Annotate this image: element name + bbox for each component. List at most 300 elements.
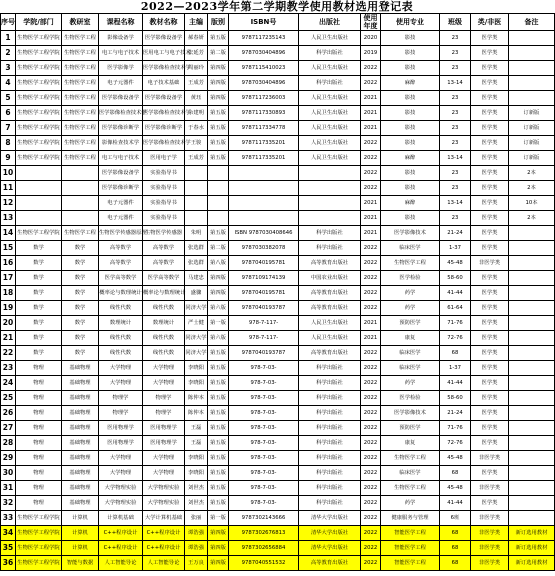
table-cell: 医学类 <box>471 391 509 406</box>
table-cell: 8 <box>1 136 16 151</box>
table-cell: 王成芳 <box>185 151 208 166</box>
table-cell: 非医学类 <box>471 541 509 556</box>
table-cell: 科学出版社 <box>299 451 361 466</box>
table-cell: 医学检验 <box>381 391 440 406</box>
table-cell: 科学出版社 <box>299 391 361 406</box>
table-cell: 概率论与数理统计 <box>143 286 185 301</box>
table-cell: 第四版 <box>208 556 229 571</box>
table-cell: 2022 <box>361 151 381 166</box>
table-cell: 2022 <box>361 481 381 496</box>
table-cell <box>509 226 555 241</box>
table-cell: 数学 <box>16 316 62 331</box>
table-cell: 基础物理 <box>62 451 99 466</box>
table-cell: 张选群 <box>185 241 208 256</box>
table-cell: 生物医学工程学院 <box>16 106 62 121</box>
table-cell: 2022 <box>361 541 381 556</box>
table-cell: 2019 <box>361 46 381 61</box>
table-cell: 1-37 <box>440 361 471 376</box>
table-cell <box>509 316 555 331</box>
table-cell: 第五版 <box>208 151 229 166</box>
table-cell: 中国农业出版社 <box>299 271 361 286</box>
table-row <box>1 61 555 76</box>
table-cell: 第五版 <box>208 361 229 376</box>
table-cell: 科学出版社 <box>299 436 361 451</box>
table-cell: 医学检验 <box>381 271 440 286</box>
table-cell: 生物医学工程 <box>62 61 99 76</box>
table-cell: 第五版 <box>208 451 229 466</box>
table-cell <box>299 181 361 196</box>
column-header: 主编 <box>185 14 208 31</box>
table-cell: 9787117235143 <box>229 31 299 46</box>
table-cell: 临床医学 <box>381 241 440 256</box>
table-cell: 医学类 <box>471 286 509 301</box>
table-cell: 2022 <box>361 181 381 196</box>
table-cell: 978-7-03- <box>229 391 299 406</box>
table-cell: 人民卫生出版社 <box>299 151 361 166</box>
table-cell: 30 <box>1 466 16 481</box>
table-cell: 58-60 <box>440 391 471 406</box>
table-cell: 1-37 <box>440 241 471 256</box>
table-cell: 临床医学 <box>381 361 440 376</box>
table-cell: 9787040195781 <box>229 256 299 271</box>
table-cell <box>16 166 62 181</box>
table-cell: 谭浩强 <box>185 526 208 541</box>
table-cell: 第一版 <box>208 511 229 526</box>
table-cell: 23 <box>440 106 471 121</box>
table-cell: 数理统计 <box>143 316 185 331</box>
table-cell: 2020 <box>361 31 381 46</box>
table-cell: 医学类 <box>471 331 509 346</box>
table-cell: 2022 <box>361 496 381 511</box>
table-cell: 大学物理 <box>99 451 143 466</box>
table-cell: 李晓阳 <box>185 451 208 466</box>
table-cell: 生物医学工程学院 <box>16 151 62 166</box>
table-cell: 物理学 <box>143 391 185 406</box>
table-cell: 医学影像设备学 <box>99 91 143 106</box>
table-cell: 基础物理 <box>62 496 99 511</box>
table-cell: 31 <box>1 481 16 496</box>
table-cell: 生物医学工程学院 <box>16 556 62 571</box>
table-cell: 19 <box>1 301 16 316</box>
table-cell: 医学类 <box>471 241 509 256</box>
table-cell <box>229 211 299 226</box>
table-cell: 35 <box>1 541 16 556</box>
table-cell: 2021 <box>361 331 381 346</box>
table-cell <box>62 196 99 211</box>
table-cell: 医学类 <box>471 181 509 196</box>
table-cell: 人工智能导论 <box>143 556 185 571</box>
table-row <box>1 421 555 436</box>
table-row <box>1 226 555 241</box>
table-cell: 978-7-03- <box>229 436 299 451</box>
table-cell: 影技 <box>381 136 440 151</box>
table-cell: 第五版 <box>208 31 229 46</box>
table-row <box>1 181 555 196</box>
table-cell: 实验指导书 <box>143 181 185 196</box>
table-cell <box>509 511 555 526</box>
table-cell: 2022 <box>361 241 381 256</box>
table-cell: 9787302656884 <box>229 541 299 556</box>
table-cell: 68 <box>440 526 471 541</box>
table-cell: 2022 <box>361 136 381 151</box>
table-cell <box>299 211 361 226</box>
table-cell: 医学影像设备学 <box>143 31 185 46</box>
table-cell: 2022 <box>361 466 381 481</box>
table-cell: 计算机 <box>62 541 99 556</box>
table-cell: 实验指导书 <box>143 196 185 211</box>
table-cell: 16 <box>1 256 16 271</box>
table-cell: 计算机基础 <box>99 511 143 526</box>
table-cell: 2本 <box>509 181 555 196</box>
table-cell: 17 <box>1 271 16 286</box>
table-cell: 大学物理实验 <box>99 496 143 511</box>
table-cell: 2022 <box>361 271 381 286</box>
table-cell: 医学影像检查技术学 <box>143 106 185 121</box>
table-cell: 生物医学工程学院 <box>16 61 62 76</box>
table-cell <box>208 211 229 226</box>
table-cell: 高等数学 <box>143 241 185 256</box>
table-cell: 同济大学 <box>185 301 208 316</box>
table-cell: 12 <box>1 196 16 211</box>
table-cell: 医学类 <box>471 346 509 361</box>
table-row <box>1 451 555 466</box>
table-cell <box>62 211 99 226</box>
table-cell: 生物医学工程 <box>62 76 99 91</box>
table-cell: 2022 <box>361 301 381 316</box>
table-cell: 医学类 <box>471 466 509 481</box>
column-header: 教材名称 <box>143 14 185 31</box>
table-cell: 第五版 <box>208 436 229 451</box>
table-cell <box>509 346 555 361</box>
table-cell: 人民卫生出版社 <box>299 61 361 76</box>
table-cell: 医用物理学 <box>143 421 185 436</box>
table-cell: 基础物理 <box>62 361 99 376</box>
table-cell: 马建忠 <box>185 271 208 286</box>
table-cell: 同济大学 <box>185 346 208 361</box>
table-cell: 人民卫生出版社 <box>299 106 361 121</box>
table-cell: 计算机 <box>62 526 99 541</box>
column-header: 使用专业 <box>381 14 440 31</box>
table-cell: 数学 <box>16 241 62 256</box>
table-cell: 医学类 <box>471 61 509 76</box>
table-cell: 58-60 <box>440 271 471 286</box>
table-cell: 23 <box>440 46 471 61</box>
table-cell: 26 <box>1 406 16 421</box>
table-cell: 23 <box>440 31 471 46</box>
column-header: 使用年度 <box>361 14 381 31</box>
table-row <box>1 301 555 316</box>
table-cell: 2022 <box>361 511 381 526</box>
table-cell: 盛骤 <box>185 286 208 301</box>
table-cell: 23 <box>440 136 471 151</box>
table-cell <box>62 181 99 196</box>
table-cell: 第八版 <box>208 256 229 271</box>
table-cell: 68 <box>440 541 471 556</box>
table-cell: 影技 <box>381 46 440 61</box>
table-cell: 第五版 <box>208 226 229 241</box>
table-cell: 2021 <box>361 91 381 106</box>
table-cell: 人民卫生出版社 <box>299 121 361 136</box>
table-cell: 王万良 <box>185 556 208 571</box>
table-cell <box>509 421 555 436</box>
table-cell: 41-44 <box>440 286 471 301</box>
table-cell: 谭浩强 <box>185 541 208 556</box>
table-cell: 预防医学 <box>381 421 440 436</box>
table-cell <box>509 331 555 346</box>
table-cell: 数学 <box>16 331 62 346</box>
table-cell: 医学类 <box>471 106 509 121</box>
table-cell: 第四版 <box>208 61 229 76</box>
table-cell: 22 <box>1 346 16 361</box>
table-cell: 医学类 <box>471 496 509 511</box>
table-cell: 数学 <box>16 286 62 301</box>
table-cell: 大学物理 <box>143 376 185 391</box>
table-row <box>1 541 555 556</box>
table-cell: 物理 <box>16 391 62 406</box>
table-cell: 智能与数据 <box>62 556 99 571</box>
table-cell: 王磊 <box>185 436 208 451</box>
table-cell: 医学影像检查技术学 <box>99 106 143 121</box>
table-cell: 5 <box>1 91 16 106</box>
table-cell: 2022 <box>361 406 381 421</box>
table-cell: 数学 <box>16 301 62 316</box>
table-cell: 10本 <box>509 196 555 211</box>
table-cell: 2022 <box>361 391 381 406</box>
table-cell: 电工与电子技术 <box>99 46 143 61</box>
table-cell: 9787040551532 <box>229 556 299 571</box>
table-cell: 978-7-03- <box>229 376 299 391</box>
table-cell: 高等教育出版社 <box>299 286 361 301</box>
table-cell: 高等数学 <box>99 256 143 271</box>
table-row <box>1 331 555 346</box>
table-cell: 麻醉 <box>381 76 440 91</box>
table-cell: 清华大学出版社 <box>299 526 361 541</box>
table-cell <box>208 166 229 181</box>
table-cell: 非医学类 <box>471 526 509 541</box>
table-cell: 2021 <box>361 226 381 241</box>
table-cell: 20 <box>1 316 16 331</box>
table-cell: 物理 <box>16 421 62 436</box>
table-cell: 4 <box>1 76 16 91</box>
table-cell: 大学物理 <box>143 466 185 481</box>
table-cell: 生物医学工程 <box>381 256 440 271</box>
table-cell: 医用物理学 <box>99 421 143 436</box>
table-cell: 9 <box>1 151 16 166</box>
table-cell: 线性代数 <box>99 346 143 361</box>
table-cell <box>509 46 555 61</box>
table-cell: 23 <box>440 181 471 196</box>
table-cell <box>208 181 229 196</box>
table-cell: 第五版 <box>208 346 229 361</box>
table-row <box>1 166 555 181</box>
table-row <box>1 361 555 376</box>
table-cell: 高等教育出版社 <box>299 301 361 316</box>
table-cell: 978-7-117- <box>229 316 299 331</box>
table-cell: 2022 <box>361 526 381 541</box>
table-cell: 第二版 <box>208 241 229 256</box>
table-cell: 61-64 <box>440 301 471 316</box>
table-cell: 订新版 <box>509 136 555 151</box>
table-row <box>1 76 555 91</box>
table-cell: 智能医学工程 <box>381 526 440 541</box>
table-cell: 3 <box>1 61 16 76</box>
table-cell: 18 <box>1 286 16 301</box>
table-row <box>1 46 555 61</box>
table-cell: 第五版 <box>208 376 229 391</box>
table-row <box>1 31 555 46</box>
table-cell: 高等教育出版社 <box>299 256 361 271</box>
table-cell: 基础物理 <box>62 406 99 421</box>
table-cell: 生物医学工程学院 <box>16 136 62 151</box>
table-cell: 9787040193787 <box>229 301 299 316</box>
table-cell: 第五版 <box>208 106 229 121</box>
table-cell: 2本 <box>509 166 555 181</box>
table-cell <box>62 166 99 181</box>
table-cell: 2022 <box>361 361 381 376</box>
table-cell: 2 <box>1 46 16 61</box>
table-row <box>1 136 555 151</box>
table-cell: 人工智能导论 <box>99 556 143 571</box>
table-cell: 科学出版社 <box>299 226 361 241</box>
table-cell: 物理 <box>16 466 62 481</box>
table-cell: 新订选用教材 <box>509 526 555 541</box>
table-cell: 2022 <box>361 61 381 76</box>
table-cell: 大学物理实验 <box>99 481 143 496</box>
table-row <box>1 511 555 526</box>
table-cell: 45-48 <box>440 451 471 466</box>
table-cell: 高等数学 <box>143 256 185 271</box>
column-header: 课程名称 <box>99 14 143 31</box>
table-cell: 医学类 <box>471 436 509 451</box>
table-cell <box>509 436 555 451</box>
table-cell: 物理学 <box>99 406 143 421</box>
table-cell <box>509 31 555 46</box>
table-cell: 23 <box>440 61 471 76</box>
table-cell <box>509 466 555 481</box>
table-cell: 黄珏 <box>185 91 208 106</box>
table-cell: 电工与电子技术 <box>99 151 143 166</box>
table-cell: 978-7-03- <box>229 481 299 496</box>
table-cell: 科学出版社 <box>299 466 361 481</box>
table-cell: 9787117330893 <box>229 106 299 121</box>
table-cell: 基础物理 <box>62 376 99 391</box>
table-cell: 科学出版社 <box>299 496 361 511</box>
table-cell: 大学物理 <box>99 376 143 391</box>
table-cell <box>185 166 208 181</box>
table-cell: 影技 <box>381 31 440 46</box>
table-cell: 医学影像设备学 <box>99 166 143 181</box>
table-cell: 非医学类 <box>471 256 509 271</box>
table-cell: 物理 <box>16 436 62 451</box>
table-cell: 72-76 <box>440 331 471 346</box>
table-cell: 数学 <box>16 346 62 361</box>
table-cell: 第四版 <box>208 76 229 91</box>
table-cell: 医学类 <box>471 271 509 286</box>
table-cell: 生物医学工程学院 <box>16 31 62 46</box>
table-cell: 第五版 <box>208 481 229 496</box>
table-cell: 6班 <box>440 511 471 526</box>
table-cell: 生物医学工程 <box>381 481 440 496</box>
table-cell: 张选群 <box>185 256 208 271</box>
table-cell: 线性代数 <box>99 331 143 346</box>
table-cell: 王成芳 <box>185 76 208 91</box>
table-cell: 生物医学工程 <box>62 91 99 106</box>
table-cell: 医学类 <box>471 301 509 316</box>
table-cell: 新订选用教材 <box>509 541 555 556</box>
table-cell: 2021 <box>361 106 381 121</box>
table-cell: 高等数学 <box>99 241 143 256</box>
table-cell: 生物医学工程学院 <box>16 541 62 556</box>
table-cell <box>509 271 555 286</box>
table-cell: 李晓阳 <box>185 376 208 391</box>
table-cell: 健康服务与管理 <box>381 511 440 526</box>
table-cell: 生物医学工程学院 <box>16 91 62 106</box>
table-cell: 药学 <box>381 286 440 301</box>
table-row <box>1 211 555 226</box>
table-cell: 非医学类 <box>471 451 509 466</box>
table-cell: 医学类 <box>471 421 509 436</box>
table-cell: 数学 <box>62 301 99 316</box>
table-cell: 72-76 <box>440 436 471 451</box>
table-cell: 978-7-03- <box>229 466 299 481</box>
table-cell: 物理 <box>16 451 62 466</box>
table-cell: 11 <box>1 181 16 196</box>
table-cell: 2022 <box>361 436 381 451</box>
table-cell: 9787109174139 <box>229 271 299 286</box>
table-cell: 非医学类 <box>471 556 509 571</box>
table-cell <box>229 181 299 196</box>
table-cell: 生物医学工程学院 <box>16 226 62 241</box>
table-cell: 科学出版社 <box>299 376 361 391</box>
table-cell: 预防医学 <box>381 316 440 331</box>
table-cell: 21-24 <box>440 226 471 241</box>
table-cell <box>185 211 208 226</box>
table-cell: 人民卫生出版社 <box>299 136 361 151</box>
table-cell: 医用物理学 <box>99 436 143 451</box>
table-cell: 物理 <box>16 361 62 376</box>
table-cell: C++程序设计 <box>143 526 185 541</box>
table-cell: 10 <box>1 166 16 181</box>
table-cell: 2022 <box>361 421 381 436</box>
table-cell: 数学 <box>62 256 99 271</box>
table-cell: 978-7-03- <box>229 406 299 421</box>
table-cell: 9787030404896 <box>229 76 299 91</box>
table-cell: 1 <box>1 31 16 46</box>
table-cell: 9787302143666 <box>229 511 299 526</box>
table-cell: 7 <box>1 121 16 136</box>
column-header: 出版社 <box>299 14 361 31</box>
table-row <box>1 496 555 511</box>
table-cell: 9787115410023 <box>229 61 299 76</box>
table-cell <box>509 256 555 271</box>
table-cell: 医学影像学 <box>99 61 143 76</box>
table-cell: 高等教育出版社 <box>299 346 361 361</box>
table-cell: 15 <box>1 241 16 256</box>
table-cell: 医学类 <box>471 46 509 61</box>
table-cell: 第四版 <box>208 526 229 541</box>
table-cell: 张丽 <box>185 511 208 526</box>
table-cell: 第五版 <box>208 421 229 436</box>
table-cell: 影技 <box>381 211 440 226</box>
table-cell: C++程序设计 <box>99 526 143 541</box>
table-cell: 生物医学工程学院 <box>16 121 62 136</box>
table-cell: 6 <box>1 106 16 121</box>
table-cell: 33 <box>1 511 16 526</box>
table-cell: 线性代数 <box>143 331 185 346</box>
table-cell: 刘世杰 <box>185 496 208 511</box>
table-cell: 978-7-03- <box>229 421 299 436</box>
table-cell: 23 <box>440 91 471 106</box>
